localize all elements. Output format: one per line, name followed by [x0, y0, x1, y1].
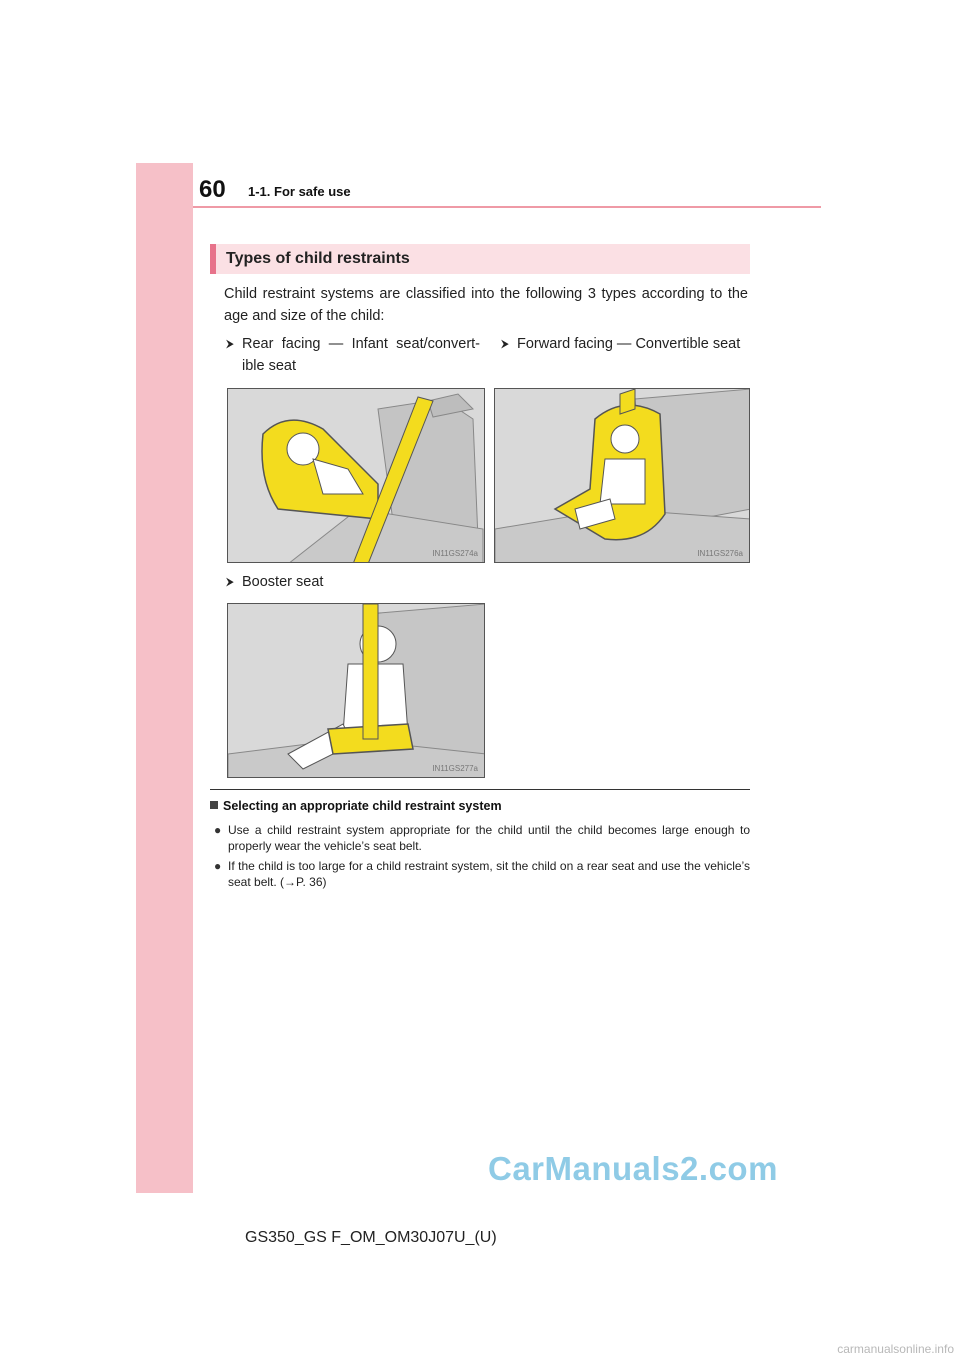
circle-bullet-icon: ●: [214, 859, 222, 873]
caption-rear-facing: [226, 333, 480, 377]
watermark-url: carmanualsonline.info: [837, 1342, 954, 1356]
arrow-icon: ⮞: [501, 338, 509, 350]
note-bullet-text: If the child is too large for a child restraint system, sit the child on a rear seat and use the vehicle’s seat belt. (→P. 36): [228, 859, 750, 889]
arrow-icon: ⮞: [226, 576, 234, 588]
arrow-icon: ⮞: [226, 338, 234, 350]
note-heading: [210, 799, 502, 813]
image-code: IN11GS276a: [697, 549, 743, 558]
section-divider: [210, 789, 750, 790]
caption-forward-facing: [501, 333, 747, 355]
forward-facing-seat-drawing: [495, 389, 750, 563]
intro-paragraph: Child restraint systems are classified into the following 3 types according to the age and size of the child:: [224, 286, 748, 324]
booster-seat-drawing: [228, 604, 485, 778]
note-bullet: [214, 822, 750, 854]
side-tab: [136, 163, 193, 1193]
caption-text: Rear facing — Infant seat/convert-ible seat: [242, 336, 480, 374]
section-title: 1-1. For safe use: [248, 184, 351, 199]
circle-bullet-icon: ●: [214, 823, 222, 837]
note-bullet-text: Use a child restraint system appropriate for the child until the child becomes large enough to properly wear the vehicle’s seat belt.: [228, 823, 750, 853]
square-bullet-icon: [210, 801, 218, 809]
section-heading: [210, 244, 750, 274]
note-heading-text: Selecting an appropriate child restraint system: [223, 799, 502, 813]
illustration-rear-facing-seat: [227, 388, 485, 563]
rear-facing-seat-drawing: [228, 389, 485, 563]
caption-text: Booster seat: [242, 574, 324, 590]
illustration-forward-facing-seat: [494, 388, 750, 563]
section-heading-text: Types of child restraints: [226, 250, 410, 267]
note-bullet: [214, 858, 750, 890]
image-code: IN11GS274a: [432, 549, 478, 558]
footer-code: GS350_GS F_OM_OM30J07U_(U): [245, 1229, 497, 1246]
image-code: IN11GS277a: [432, 764, 478, 773]
header-rule: [193, 206, 821, 208]
caption-booster: [226, 571, 480, 593]
watermark-logo: CarManuals2.com: [488, 1150, 778, 1187]
caption-text: Forward facing — Convertible seat: [517, 336, 741, 352]
page-number: 60: [199, 176, 226, 203]
illustration-booster-seat: [227, 603, 485, 778]
